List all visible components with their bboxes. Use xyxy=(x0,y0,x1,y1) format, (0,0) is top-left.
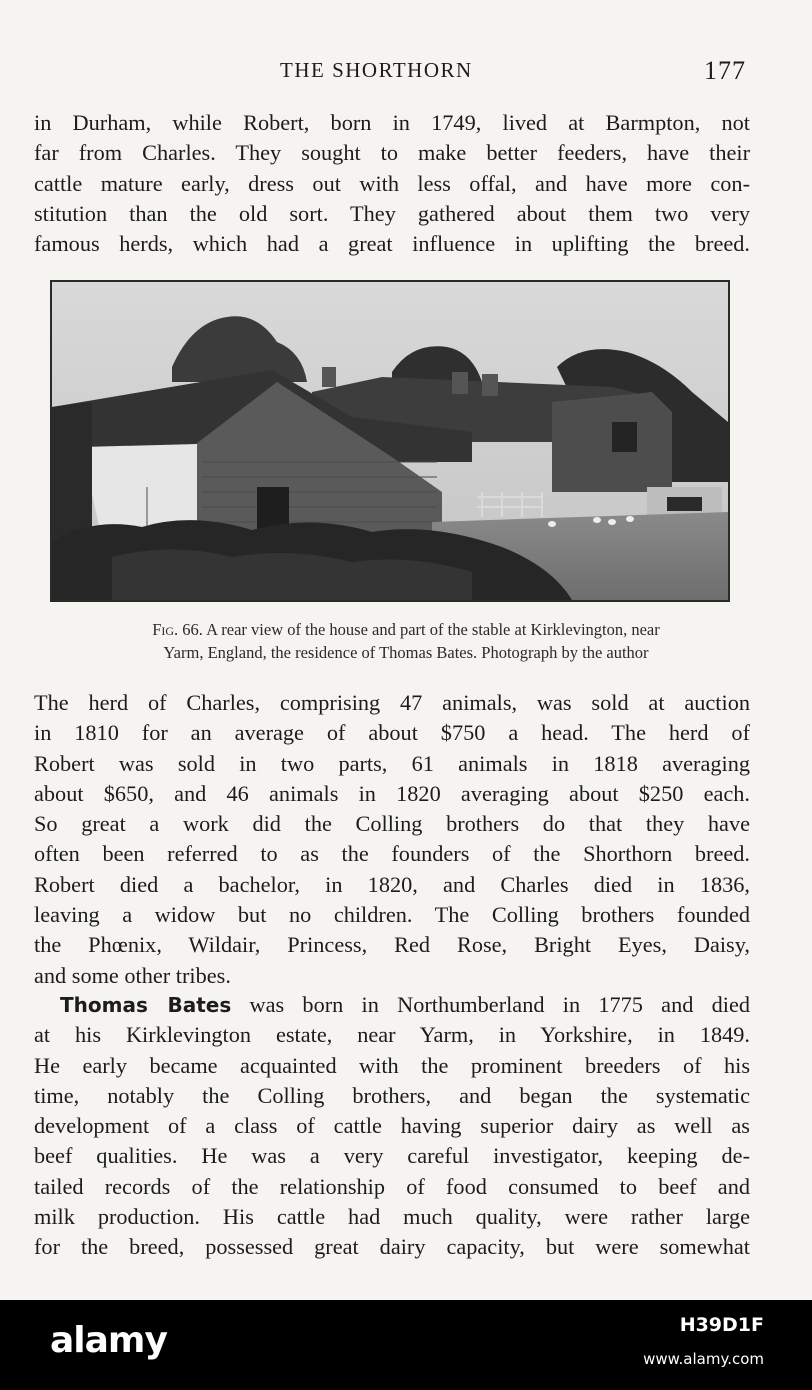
first-line-text: was born in Northumberland in 1775 and died xyxy=(231,992,750,1017)
text-line: milk production. His cattle had much quality, were rather large xyxy=(34,1204,750,1230)
text-line: stitution than the old sort. They gathered about them two very xyxy=(34,200,750,226)
text-line: in 1810 for an average of about $750 a head. The herd of xyxy=(34,720,750,746)
text-line: leaving a widow but no children. The Colling brothers founded xyxy=(34,902,750,928)
text-line xyxy=(34,990,750,1020)
text-line: beef qualities. He was a very careful investigator, keeping de- xyxy=(34,1143,750,1169)
text-line: about $650, and 46 animals in 1820 averaging about $250 each. xyxy=(34,780,750,806)
caption-text-1: A rear view of the house and part of the stable at Kirklevington, near xyxy=(206,620,660,639)
farmhouse-photo-illustration xyxy=(52,282,728,600)
image-id: H39D1F xyxy=(679,1314,764,1336)
caption-line-1 xyxy=(40,618,772,641)
text-line: cattle mature early, dress out with less offal, and have more con- xyxy=(34,170,750,196)
watermark-bar xyxy=(0,1300,812,1390)
alamy-logo: alamy xyxy=(50,1320,167,1361)
text-line: often been referred to as the founders of the Shorthorn breed. xyxy=(34,841,750,867)
text-line: far from Charles. They sought to make better feeders, have their xyxy=(34,140,750,166)
page-number: 177 xyxy=(704,56,746,85)
paragraph-1 xyxy=(34,108,750,259)
text-line: the Phœnix, Wildair, Princess, Red Rose, Bright Eyes, Daisy, xyxy=(34,932,750,958)
watermark-url: www.alamy.com xyxy=(643,1350,764,1368)
figure-label: Fig. 66. xyxy=(152,620,203,639)
figure-caption xyxy=(40,618,772,664)
paragraph-2 xyxy=(34,688,750,991)
caption-line-2: Yarm, England, the residence of Thomas Bates. Photograph by the author xyxy=(163,643,649,662)
text-line: So great a work did the Colling brothers do that they have xyxy=(34,811,750,837)
running-title: THE SHORTHORN xyxy=(280,58,473,82)
text-line: famous herds, which had a great influence in uplifting the breed. xyxy=(34,231,750,257)
text-line: at his Kirklevington estate, near Yarm, in Yorkshire, in 1849. xyxy=(34,1022,750,1048)
text-line: and some other tribes. xyxy=(34,962,231,988)
text-line: Robert was sold in two parts, 61 animals in 1818 averaging xyxy=(34,750,750,776)
farmhouse-photograph xyxy=(50,280,730,602)
text-line: time, notably the Colling brothers, and began the systematic xyxy=(34,1082,750,1108)
text-line: for the breed, possessed great dairy capacity, but were somewhat xyxy=(34,1234,750,1260)
running-head xyxy=(0,58,812,88)
text-line: He early became acquainted with the prominent breeders of his xyxy=(34,1052,750,1078)
text-line: Robert died a bachelor, in 1820, and Charles died in 1836, xyxy=(34,871,750,897)
text-line: tailed records of the relationship of food consumed to beef and xyxy=(34,1173,750,1199)
text-line: development of a class of cattle having superior dairy as well as xyxy=(34,1113,750,1139)
paragraph-3 xyxy=(34,990,750,1263)
text-line: in Durham, while Robert, born in 1749, lived at Barmpton, not xyxy=(34,110,750,135)
text-line: The herd of Charles, comprising 47 animals, was sold at auction xyxy=(34,690,750,715)
bold-name: Thomas Bates xyxy=(60,993,232,1017)
